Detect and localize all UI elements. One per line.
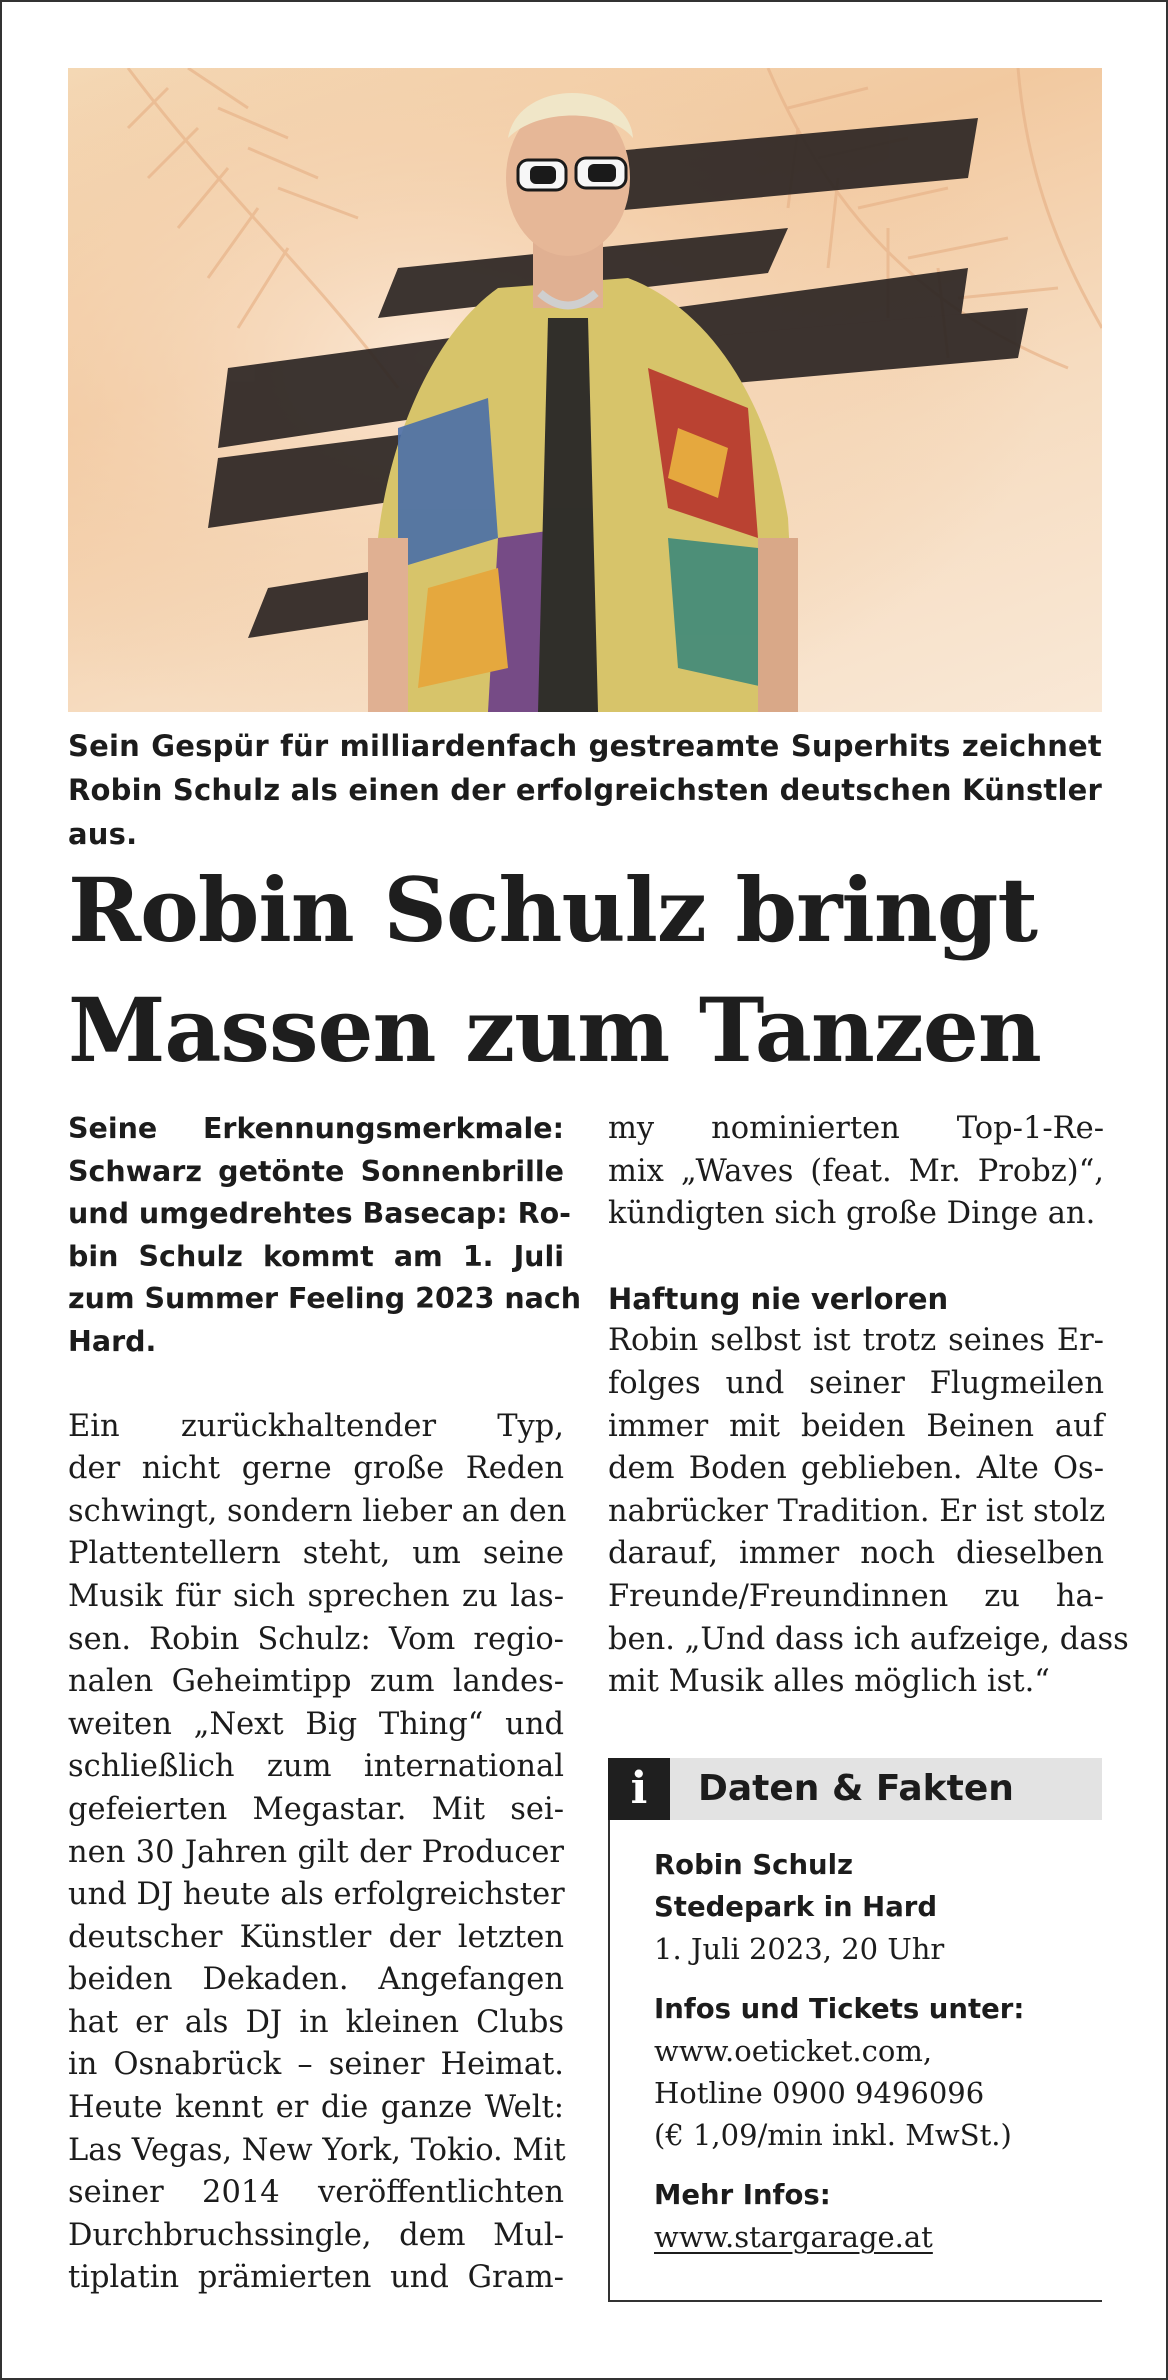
- facts-header: [608, 1758, 1102, 1820]
- body-line: Robin selbst ist trotz seines Er-: [608, 1323, 1104, 1359]
- body-paragraph: [68, 1406, 567, 2300]
- lead-paragraph: [68, 1108, 582, 1364]
- body-line: mit Musik alles möglich ist.“: [608, 1664, 1050, 1700]
- body-line: in Osnabrück – seiner Heimat.: [68, 2047, 564, 2083]
- facts-hotline: Hotline 0900 9496096: [654, 2076, 985, 2110]
- headline-line: Massen zum Tanzen: [68, 978, 1041, 1082]
- body-line: Musik für sich sprechen zu las-: [68, 1578, 564, 1614]
- photo-caption: [68, 724, 1102, 856]
- body-line: immer mit beiden Beinen auf: [608, 1408, 1104, 1444]
- facts-more-label: Mehr Infos:: [654, 2179, 831, 2211]
- body-line: tiplatin prämierten und Gram-: [68, 2260, 564, 2296]
- facts-artist: Robin Schulz: [654, 1849, 854, 1881]
- facts-price: (€ 1,09/min inkl. MwSt.): [654, 2118, 1012, 2152]
- body-line: Las Vegas, New York, Tokio. Mit: [68, 2132, 566, 2168]
- section-subheading: Haftung nie verloren: [608, 1281, 949, 1316]
- lead-line: Schwarz getönte Sonnenbrille: [68, 1154, 564, 1188]
- artist-photo: [68, 68, 1102, 712]
- headline-line: Robin Schulz bringt: [68, 858, 1038, 962]
- caption-line: Sein Gespür für milliardenfach gestreamte Superhits zeichnet: [68, 729, 1102, 763]
- body-line: seiner 2014 veröffentlichten: [68, 2175, 564, 2211]
- body-line: deutscher Künstler der letzten: [68, 1919, 564, 1955]
- body-line: schwingt, sondern lieber an den: [68, 1493, 567, 1529]
- photo-illustration: [68, 68, 1102, 712]
- body-line: sen. Robin Schulz: Vom regio-: [68, 1621, 564, 1657]
- body-line: weiten „Next Big Thing“ und: [68, 1706, 564, 1742]
- lead-line: zum Summer Feeling 2023 nach: [68, 1282, 582, 1316]
- left-column: [68, 1108, 582, 2300]
- body-line: Freunde/Freundinnen zu ha-: [608, 1578, 1104, 1614]
- body-line: der nicht gerne große Reden: [68, 1451, 564, 1487]
- facts-venue: Stedepark in Hard: [654, 1891, 938, 1923]
- body-line: hat er als DJ in kleinen Clubs: [68, 2004, 564, 2040]
- right-column: [608, 1108, 1129, 1704]
- body-line: nen 30 Jahren gilt der Producer: [68, 1834, 564, 1870]
- body-line: kündigten sich große Dinge an.: [608, 1196, 1096, 1232]
- lead-line: Hard.: [68, 1324, 157, 1358]
- body-line: Plattentellern steht, um seine: [68, 1536, 564, 1572]
- body-line: schließlich zum international: [68, 1749, 564, 1785]
- body-line: gefeierten Megastar. Mit sei-: [68, 1791, 564, 1827]
- body-line: ben. „Und dass ich aufzeige, dass: [608, 1621, 1129, 1657]
- body-line: dem Boden geblieben. Alte Os-: [608, 1451, 1104, 1487]
- facts-title: Daten & Fakten: [698, 1768, 1014, 1809]
- body-line: my nominierten Top-1-Re-: [608, 1111, 1104, 1146]
- lead-line: Seine Erkennungsmerkmale:: [68, 1112, 564, 1145]
- facts-box: [608, 1758, 1102, 2302]
- facts-date: 1. Juli 2023, 20 Uhr: [654, 1932, 945, 1966]
- caption-line: Robin Schulz als einen der erfolgreichsten deutschen Künstler aus.: [68, 773, 1102, 851]
- body-line: Ein zurückhaltender Typ,: [68, 1408, 564, 1444]
- body-line: folges und seiner Flugmeilen: [608, 1365, 1104, 1401]
- info-icon: i: [608, 1758, 670, 1820]
- body-line: darauf, immer noch dieselben: [608, 1536, 1104, 1572]
- lead-line: und umgedrehtes Basecap: Ro-: [68, 1197, 571, 1231]
- body-line: nalen Geheimtipp zum landes-: [68, 1664, 564, 1700]
- body-line: Durchbruchssingle, dem Mul-: [68, 2217, 564, 2253]
- facts-tickets-url[interactable]: www.oeticket.com,: [654, 2034, 933, 2068]
- body-line: Heute kennt er die ganze Welt:: [68, 2090, 564, 2126]
- facts-body: [608, 1820, 1102, 2302]
- body-line: nabrücker Tradition. Er ist stolz: [608, 1493, 1106, 1529]
- body-line: und DJ heute als erfolgreichster: [68, 1877, 565, 1913]
- body-line: beiden Dekaden. Angefangen: [68, 1962, 564, 1998]
- facts-more-link[interactable]: www.stargarage.at: [654, 2220, 933, 2254]
- lead-line: bin Schulz kommt am 1. Juli: [68, 1239, 564, 1273]
- facts-tickets-label: Infos und Tickets unter:: [654, 1993, 1025, 2025]
- body-line: mix „Waves (feat. Mr. Probz)“,: [608, 1153, 1104, 1189]
- article-headline: [68, 850, 1128, 1090]
